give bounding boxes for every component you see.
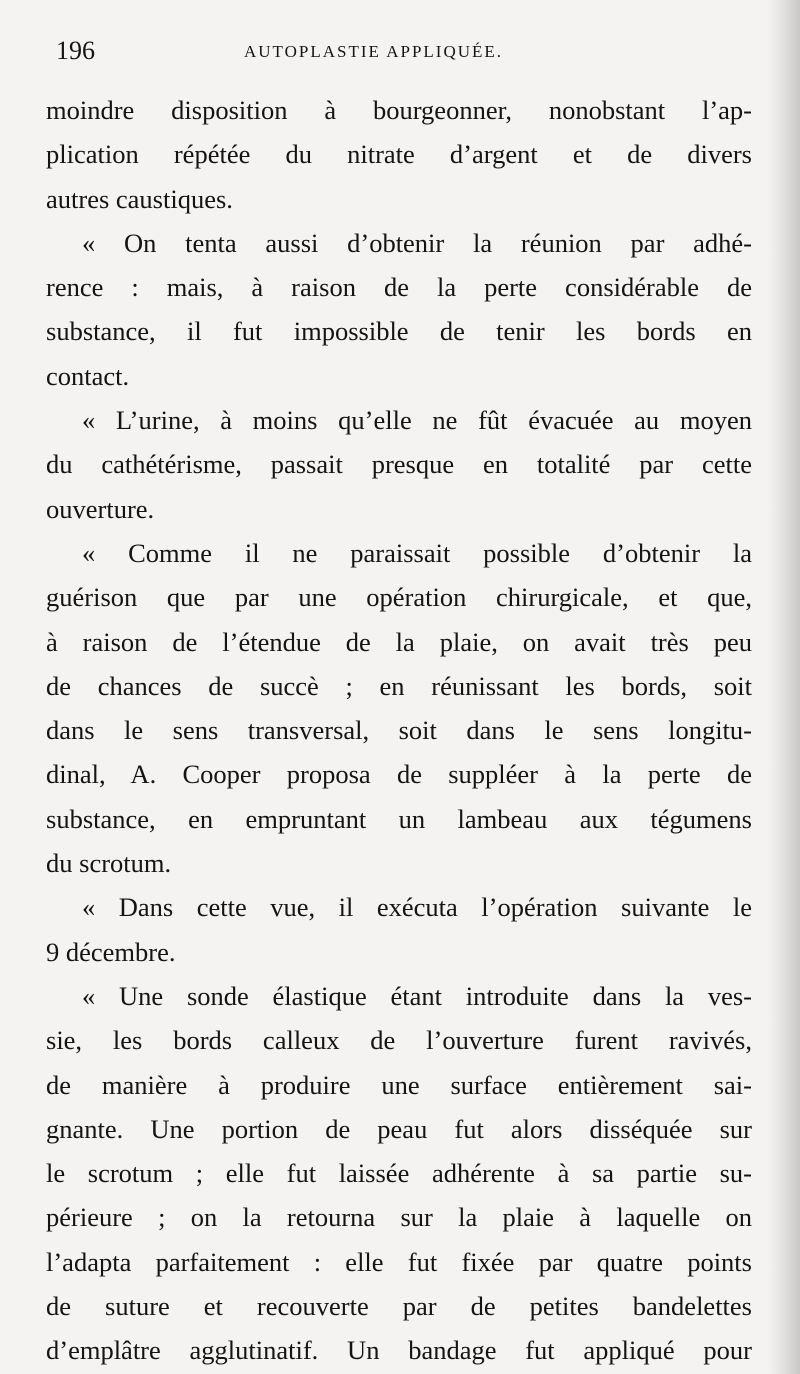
text-line: ouverture. bbox=[46, 493, 155, 524]
text-line: substance, en empruntant un lambeau aux tégumens bbox=[46, 803, 752, 834]
text-line: d’emplâtre agglutinatif. Un bandage fut appliqué pour bbox=[46, 1335, 752, 1366]
text-line: « Comme il ne paraissait possible d’obtenir la bbox=[82, 537, 752, 568]
text-line: moindre disposition à bourgeonner, nonobstant l’ap- bbox=[46, 95, 752, 125]
text-line: « Dans cette vue, il exécuta l’opération suivante le bbox=[82, 892, 752, 923]
text-line: « L’urine, à moins qu’elle ne fût évacuée au moyen bbox=[82, 405, 752, 436]
page-number: 196 bbox=[56, 36, 95, 65]
page-edge-shadow bbox=[768, 0, 800, 1374]
page-header bbox=[56, 32, 756, 72]
text-line: 9 décembre. bbox=[46, 936, 176, 967]
text-line: du cathétérisme, passait presque en totalité par cette bbox=[46, 449, 752, 480]
text-line: de suture et recouverte par de petites bandelettes bbox=[46, 1291, 752, 1322]
text-line: dinal, A. Cooper proposa de suppléer à la perte de bbox=[46, 759, 752, 790]
text-line: rence : mais, à raison de la perte considérable de bbox=[46, 272, 752, 303]
text-line: de chances de succè ; en réunissant les bords, soit bbox=[46, 670, 752, 701]
text-line: gnante. Une portion de peau fut alors disséquée sur bbox=[46, 1113, 752, 1144]
text-line: substance, il fut impossible de tenir les bords en bbox=[46, 316, 752, 347]
text-line: du scrotum. bbox=[46, 848, 172, 879]
text-line: dans le sens transversal, soit dans le sens longitu- bbox=[46, 715, 752, 746]
text-line: plication répétée du nitrate d’argent et de divers bbox=[46, 139, 752, 170]
text-line: autres caustiques. bbox=[46, 183, 233, 214]
text-line: l’adapta parfaitement : elle fut fixée par quatre points bbox=[46, 1246, 752, 1277]
body-text bbox=[46, 88, 752, 1373]
text-line: contact. bbox=[46, 360, 130, 391]
text-line: sie, les bords calleux de l’ouverture furent ravivés, bbox=[46, 1025, 752, 1056]
text-line: périeure ; on la retourna sur la plaie à laquelle on bbox=[46, 1202, 752, 1233]
text-line: guérison que par une opération chirurgicale, et que, bbox=[46, 582, 752, 613]
running-title: AUTOPLASTIE APPLIQUÉE. bbox=[244, 42, 504, 61]
text-line: à raison de l’étendue de la plaie, on avait très peu bbox=[46, 626, 752, 657]
text-line: « Une sonde élastique étant introduite dans la ves- bbox=[82, 980, 752, 1011]
text-line: de manière à produire une surface entièrement sai- bbox=[46, 1069, 752, 1100]
text-line: « On tenta aussi d’obtenir la réunion par adhé- bbox=[82, 227, 752, 258]
text-line: le scrotum ; elle fut laissée adhérente à sa partie su- bbox=[46, 1158, 752, 1189]
